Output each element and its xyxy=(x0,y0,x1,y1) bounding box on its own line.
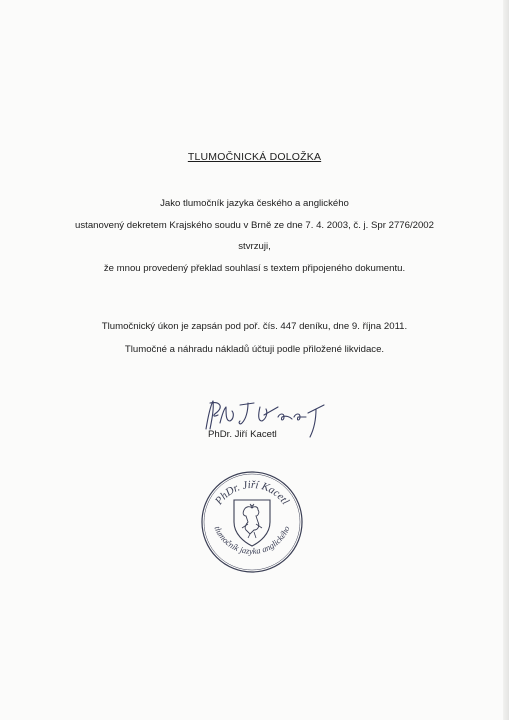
svg-text:tlumočník jazyka anglického: tlumočník jazyka anglického xyxy=(212,524,292,557)
official-stamp xyxy=(200,470,304,574)
clause-line-3: stvrzuji, xyxy=(238,241,271,252)
page-edge-shadow xyxy=(503,0,509,720)
clause-line-2: ustanovený dekretem Krajského soudu v Brně ze dne 7. 4. 2003, č. j. Spr 2776/2002 xyxy=(75,220,434,231)
signatory-name: PhDr. Jiří Kacetl xyxy=(208,429,277,440)
record-line-2: Tlumočné a náhradu nákladů účtuji podle přiložené likvidace. xyxy=(124,344,385,355)
clause-line-4: že mnou provedený překlad souhlasí s textem připojeného dokumentu. xyxy=(103,263,406,274)
document-title: TLUMOČNICKÁ DOLOŽKA xyxy=(187,151,322,163)
svg-text:PhDr. Jiří Kacetl: PhDr. Jiří Kacetl xyxy=(212,478,292,508)
clause-line-1: Jako tlumočník jazyka českého a anglického xyxy=(160,198,349,209)
record-line-1: Tlumočnický úkon je zapsán pod poř. čís. 447 deníku, dne 9. října 2011. xyxy=(101,321,408,332)
